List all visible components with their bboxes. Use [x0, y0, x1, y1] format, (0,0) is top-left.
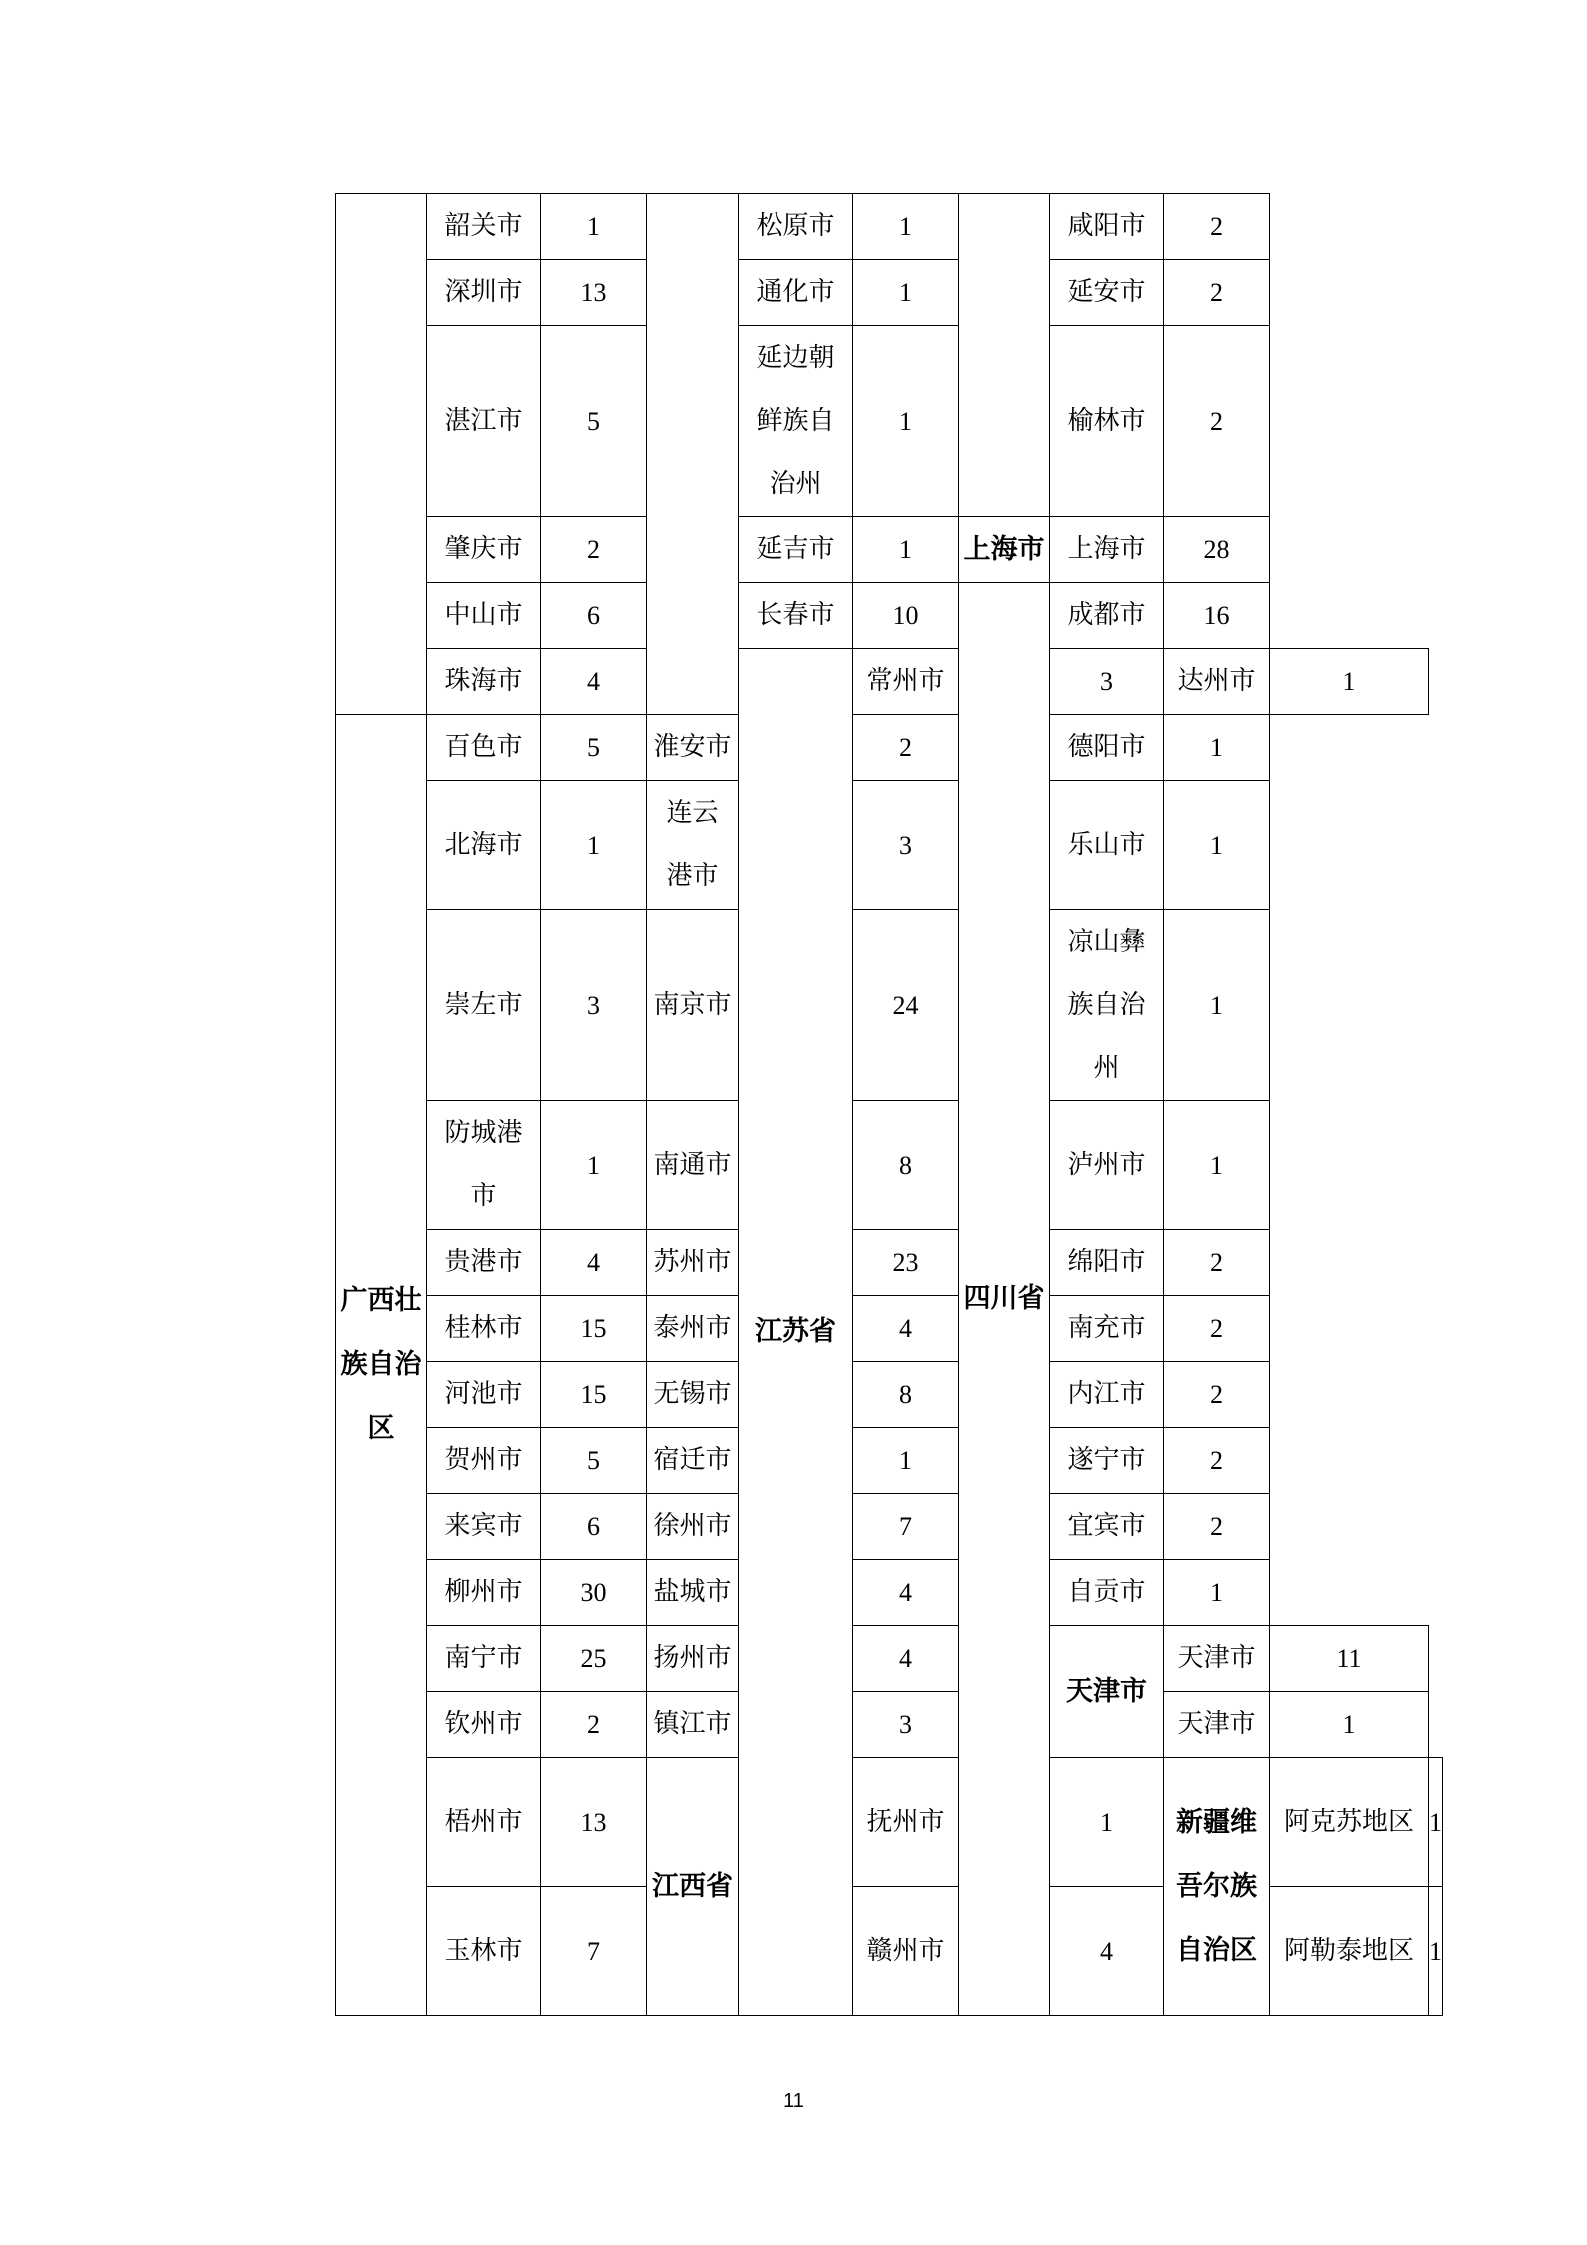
count-cell: 1 [853, 326, 959, 517]
count-cell: 1 [1270, 1692, 1429, 1758]
city-cell: 凉山彝族自治州 [1050, 910, 1164, 1101]
count-cell: 2 [541, 1692, 647, 1758]
city-cell: 赣州市 [853, 1887, 959, 2016]
count-cell: 2 [1164, 1296, 1270, 1362]
city-cell: 淮安市 [647, 715, 739, 781]
count-cell: 1 [1164, 910, 1270, 1101]
province-cell-xinjiang: 新疆维吾尔族自治区 [1164, 1758, 1270, 2016]
city-cell: 宿迁市 [647, 1428, 739, 1494]
city-cell: 玉林市 [427, 1887, 541, 2016]
count-cell: 4 [853, 1296, 959, 1362]
city-cell: 连云港市 [647, 781, 739, 910]
count-cell: 1 [541, 781, 647, 910]
count-cell: 8 [853, 1101, 959, 1230]
count-cell: 6 [541, 583, 647, 649]
city-cell: 成都市 [1050, 583, 1164, 649]
city-cell: 宜宾市 [1050, 1494, 1164, 1560]
count-cell: 1 [853, 517, 959, 583]
city-cell: 上海市 [1050, 517, 1164, 583]
city-cell: 咸阳市 [1050, 194, 1164, 260]
count-cell: 3 [1050, 649, 1164, 715]
count-cell: 23 [853, 1230, 959, 1296]
count-cell: 6 [541, 1494, 647, 1560]
count-cell: 5 [541, 1428, 647, 1494]
city-cell: 泸州市 [1050, 1101, 1164, 1230]
city-cell: 苏州市 [647, 1230, 739, 1296]
count-cell: 1 [1429, 1758, 1443, 1887]
province-cell-shanghai: 上海市 [959, 517, 1050, 583]
count-cell: 1 [1164, 1101, 1270, 1230]
city-cell: 深圳市 [427, 260, 541, 326]
city-cell: 镇江市 [647, 1692, 739, 1758]
count-cell: 8 [853, 1362, 959, 1428]
count-cell: 2 [853, 715, 959, 781]
city-cell: 延边朝鲜族自治州 [739, 326, 853, 517]
city-cell: 北海市 [427, 781, 541, 910]
province-cell-tianjin: 天津市 [1050, 1626, 1164, 1758]
count-cell: 16 [1164, 583, 1270, 649]
count-cell: 1 [541, 194, 647, 260]
city-cell: 阿克苏地区 [1270, 1758, 1429, 1887]
count-cell: 1 [853, 1428, 959, 1494]
city-cell: 贺州市 [427, 1428, 541, 1494]
count-cell: 2 [1164, 1494, 1270, 1560]
city-cell: 柳州市 [427, 1560, 541, 1626]
city-cell: 防城港市 [427, 1101, 541, 1230]
city-cell: 长春市 [739, 583, 853, 649]
count-cell: 4 [541, 1230, 647, 1296]
count-cell: 13 [541, 1758, 647, 1887]
city-cell: 百色市 [427, 715, 541, 781]
city-cell: 梧州市 [427, 1758, 541, 1887]
count-cell: 2 [1164, 1362, 1270, 1428]
city-cell: 南宁市 [427, 1626, 541, 1692]
city-cell: 自贡市 [1050, 1560, 1164, 1626]
city-cell: 常州市 [853, 649, 959, 715]
count-cell: 24 [853, 910, 959, 1101]
province-cell-shaanxi [959, 194, 1050, 517]
province-cell-guangdong [336, 194, 427, 715]
count-cell: 11 [1270, 1626, 1429, 1692]
count-cell: 1 [853, 260, 959, 326]
page-number: 11 [783, 2090, 804, 2112]
count-cell: 1 [1050, 1758, 1164, 1887]
city-cell: 来宾市 [427, 1494, 541, 1560]
city-cell: 钦州市 [427, 1692, 541, 1758]
city-cell: 榆林市 [1050, 326, 1164, 517]
count-cell: 3 [853, 1692, 959, 1758]
count-cell: 4 [1050, 1887, 1164, 2016]
count-cell: 30 [541, 1560, 647, 1626]
city-cell: 扬州市 [647, 1626, 739, 1692]
city-cell: 韶关市 [427, 194, 541, 260]
city-cell: 延吉市 [739, 517, 853, 583]
count-cell: 4 [541, 649, 647, 715]
count-cell: 2 [1164, 326, 1270, 517]
city-cell: 阿勒泰地区 [1270, 1887, 1429, 2016]
city-cell: 南通市 [647, 1101, 739, 1230]
city-cell: 徐州市 [647, 1494, 739, 1560]
city-cell: 贵港市 [427, 1230, 541, 1296]
count-cell: 2 [1164, 260, 1270, 326]
city-cell: 南京市 [647, 910, 739, 1101]
city-cell: 盐城市 [647, 1560, 739, 1626]
count-cell: 1 [1164, 781, 1270, 910]
city-cell: 抚州市 [853, 1758, 959, 1887]
city-cell: 天津市 [1164, 1626, 1270, 1692]
city-cell: 德阳市 [1050, 715, 1164, 781]
province-cell-sichuan: 四川省 [959, 583, 1050, 2016]
city-cell: 珠海市 [427, 649, 541, 715]
count-cell: 7 [853, 1494, 959, 1560]
count-cell: 10 [853, 583, 959, 649]
count-cell: 1 [1429, 1887, 1443, 2016]
count-cell: 7 [541, 1887, 647, 2016]
city-count-table [335, 193, 1443, 2016]
count-cell: 2 [541, 517, 647, 583]
city-cell: 崇左市 [427, 910, 541, 1101]
city-cell: 通化市 [739, 260, 853, 326]
city-cell: 松原市 [739, 194, 853, 260]
city-cell: 中山市 [427, 583, 541, 649]
count-cell: 1 [1164, 1560, 1270, 1626]
count-cell: 15 [541, 1362, 647, 1428]
count-cell: 1 [541, 1101, 647, 1230]
city-cell: 桂林市 [427, 1296, 541, 1362]
city-cell: 泰州市 [647, 1296, 739, 1362]
count-cell: 3 [853, 781, 959, 910]
count-cell: 25 [541, 1626, 647, 1692]
count-cell: 1 [1164, 715, 1270, 781]
count-cell: 5 [541, 715, 647, 781]
count-cell: 13 [541, 260, 647, 326]
city-cell: 乐山市 [1050, 781, 1164, 910]
city-cell: 湛江市 [427, 326, 541, 517]
province-cell-jiangxi: 江西省 [647, 1758, 739, 2016]
city-cell: 遂宁市 [1050, 1428, 1164, 1494]
city-cell: 河池市 [427, 1362, 541, 1428]
count-cell: 4 [853, 1560, 959, 1626]
city-cell: 内江市 [1050, 1362, 1164, 1428]
count-cell: 2 [1164, 1230, 1270, 1296]
province-cell-guangxi: 广西壮族自治区 [336, 715, 427, 2016]
province-cell-jilin [647, 194, 739, 715]
city-cell: 无锡市 [647, 1362, 739, 1428]
city-cell: 肇庆市 [427, 517, 541, 583]
count-cell: 1 [853, 194, 959, 260]
count-cell: 15 [541, 1296, 647, 1362]
count-cell: 28 [1164, 517, 1270, 583]
province-cell-jiangsu: 江苏省 [739, 649, 853, 2016]
city-cell: 绵阳市 [1050, 1230, 1164, 1296]
count-cell: 1 [1270, 649, 1429, 715]
city-cell: 延安市 [1050, 260, 1164, 326]
city-cell: 达州市 [1164, 649, 1270, 715]
city-cell: 天津市 [1164, 1692, 1270, 1758]
count-cell: 3 [541, 910, 647, 1101]
city-cell: 南充市 [1050, 1296, 1164, 1362]
count-cell: 2 [1164, 1428, 1270, 1494]
count-cell: 2 [1164, 194, 1270, 260]
count-cell: 5 [541, 326, 647, 517]
count-cell: 4 [853, 1626, 959, 1692]
